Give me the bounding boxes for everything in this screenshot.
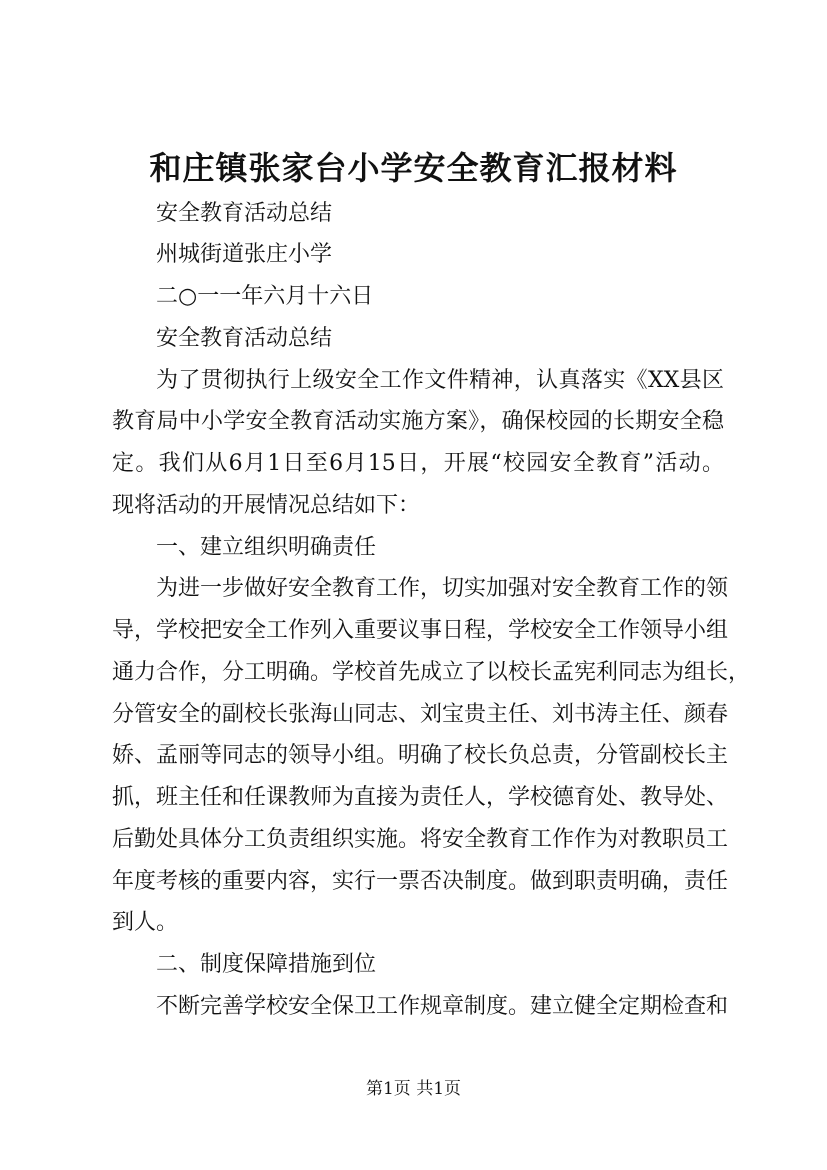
text-line: 通力合作，分工明确。学校首先成立了以校长孟宪利同志为组长， — [112, 660, 751, 685]
section-heading: 二、制度保障措施到位 — [156, 952, 377, 977]
text-line: 抓，班主任和任课教师为直接为责任人，学校德育处、教导处、 — [112, 785, 729, 810]
text-line: 二○一一年六月十六日 — [156, 284, 374, 309]
text-line: 安全教育活动总结 — [156, 201, 333, 226]
text-line: 现将活动的开展情况总结如下： — [112, 493, 421, 518]
text-line: 到人。 — [112, 910, 179, 935]
page-footer: 第1页 共1页 — [365, 1079, 462, 1099]
section-heading: 一、建立组织明确责任 — [156, 535, 377, 560]
text-line: 为进一步做好安全教育工作，切实加强对安全教育工作的领 — [156, 576, 729, 601]
text-line: 年度考核的重要内容，实行一票否决制度。做到职责明确，责任 — [112, 869, 729, 894]
text-line: 不断完善学校安全保卫工作规章制度。建立健全定期检查和 — [156, 994, 729, 1019]
text-line: 教育局中小学安全教育活动实施方案》，确保校园的长期安全稳 — [112, 409, 724, 434]
text-line: 娇、孟丽等同志的领导小组。明确了校长负总责，分管副校长主 — [112, 743, 729, 768]
text-line: 州城街道张庄小学 — [156, 242, 333, 267]
text-line: 后勤处具体分工负责组织实施。将安全教育工作作为对教职员工 — [112, 827, 729, 852]
text-line: 导，学校把安全工作列入重要议事日程，学校安全工作领导小组 — [112, 618, 729, 643]
text-line: 分管安全的副校长张海山同志、刘宝贵主任、刘书涛主任、颜春 — [112, 702, 729, 727]
text-line: 定。我们从6月1日至6月15日，开展“校园安全教育”活动。 — [112, 451, 724, 476]
text-line: 安全教育活动总结 — [156, 326, 333, 351]
text-line: 为了贯彻执行上级安全工作文件精神，认真落实《XX县区 — [156, 368, 724, 393]
document-title: 和庄镇张家台小学安全教育汇报材料 — [149, 149, 678, 187]
